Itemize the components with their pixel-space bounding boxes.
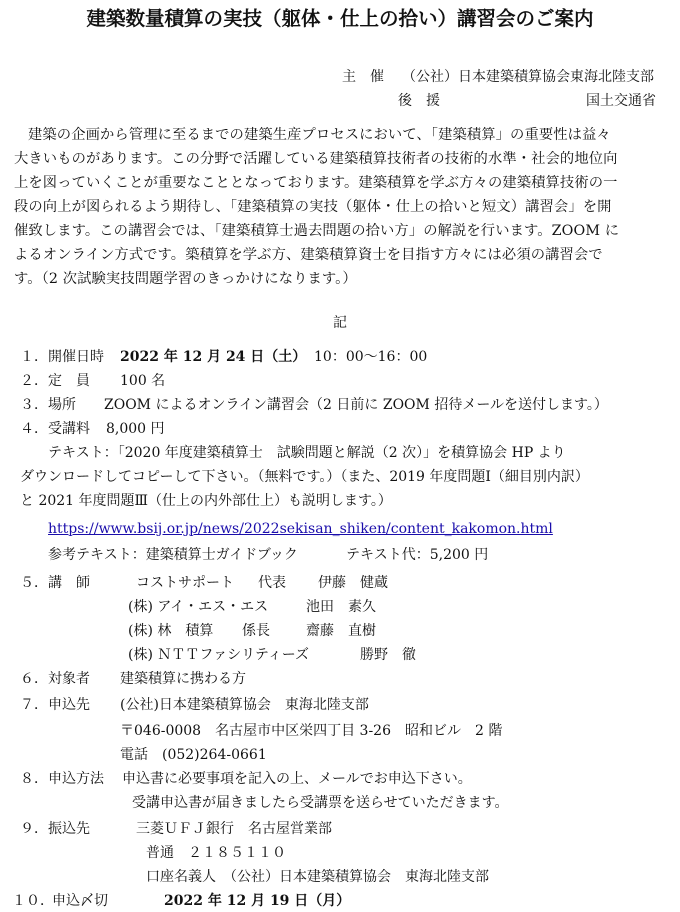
item-number: ４． — [20, 421, 48, 437]
fee-value: 8,000 円 — [106, 421, 165, 437]
method-label: 申込方法 — [48, 771, 104, 787]
intro-line: 建築の企画から管理に至るまでの建築生産プロセスにおいて、「建築積算」の重要性は益々 — [28, 127, 611, 143]
lecturer-name: 池田 素久 — [306, 599, 376, 615]
target-label: 対象者 — [48, 671, 90, 687]
event-date: 2022 年 12 月 24 日（土） — [120, 349, 307, 365]
lecturer-name: 伊藤 健蔵 — [318, 575, 388, 591]
item-number: ２． — [20, 373, 48, 389]
text-line: と 2021 年度問題Ⅲ（仕上の内外部仕上）も説明します。） — [20, 493, 392, 509]
item-number: ５． — [20, 575, 48, 591]
lecturer-name: 齋藤 直樹 — [306, 623, 376, 639]
reference-price: テキスト代：5,200 円 — [346, 547, 489, 563]
apply-label: 申込先 — [48, 697, 90, 713]
item-number: ９． — [20, 821, 48, 837]
lecturer-title: 係長 — [242, 623, 270, 639]
page-title: 建築数量積算の実技（躯体・仕上の拾い）講習会のご案内 — [86, 7, 594, 30]
intro-line: す。（2 次試験実技問題学習のきっかけになります。） — [14, 271, 357, 287]
organizer-label: 主 催 — [342, 69, 384, 85]
fee-label: 受講料 — [48, 421, 90, 437]
method-note: 受講申込書が届きましたら受講票を送らせていただきます。 — [132, 795, 509, 811]
capacity-label: 定 員 — [48, 373, 90, 389]
item-number: １． — [20, 349, 48, 365]
place-label: 場所 — [48, 397, 76, 413]
text-line: ダウンロードしてコピーして下さい。（無料です。）（また、2019 年度問題Ⅰ（細目別内訳） — [20, 469, 589, 485]
target-value: 建築積算に携わる方 — [120, 671, 246, 687]
intro-line: 催致します。この講習会では、「建築積算士過去問題の拾い方」の解説を行います。ZOOM に — [14, 223, 620, 239]
lecturer-name: 勝野 徹 — [360, 647, 416, 663]
deadline-label: 申込〆切 — [52, 893, 108, 909]
lecturer-org: コストサポート — [136, 575, 234, 591]
apply-address: 〒046-0008 名古屋市中区栄四丁目 3-26 昭和ビル 2 階 — [120, 723, 503, 739]
past-exam-link[interactable]: https://www.bsij.or.jp/news/2022sekisan_shiken/content_kakomon.html — [48, 521, 553, 537]
transfer-label: 振込先 — [48, 821, 90, 837]
apply-phone: 電話 (052)264-0661 — [120, 747, 267, 763]
support-value: 国土交通省 — [586, 93, 656, 109]
ki-heading: 記 — [333, 315, 347, 331]
item-number: ３． — [20, 397, 48, 413]
text-line: テキスト：「2020 年度建築積算士 試験問題と解説（2 次）」を積算協会 HP より — [48, 445, 566, 461]
item-number: ６． — [20, 671, 48, 687]
intro-line: よるオンライン方式です。築積算を学ぶ方、建築積算資士を目指す方々には必須の講習会で — [14, 247, 603, 263]
method-value: 申込書に必要事項を記入の上、メールでお申込下さい。 — [122, 771, 472, 787]
event-time: 10：00〜16：00 — [314, 349, 428, 365]
lecturer-org: (株) アイ・エス・エス — [128, 599, 269, 615]
intro-line: 大きいものがあります。この分野で活躍している建築積算技術者の技術的水準・社会的地位向 — [14, 151, 618, 167]
support-label: 後 援 — [398, 93, 440, 109]
capacity-value: 100 名 — [120, 373, 166, 389]
lecturer-title: 代表 — [258, 575, 286, 591]
item-number: ８． — [20, 771, 48, 787]
lecturer-org: (株) ＮＴＴファシリティーズ — [128, 647, 309, 663]
lecturer-label: 講 師 — [48, 575, 90, 591]
intro-line: 段の向上が図られるよう期待し、「建築積算の実技（躯体・仕上の拾いと短文）講習会」を開 — [14, 199, 612, 215]
transfer-bank: 三菱ＵＦＪ銀行 名古屋営業部 — [136, 821, 332, 837]
intro-line: 上を図っていくことが重要なこととなっております。建築積算を学ぶ方々の建築積算技術の一 — [14, 175, 618, 191]
place-value: ZOOM によるオンライン講習会（2 日前に ZOOM 招待メールを送付します。） — [104, 397, 608, 413]
lecturer-org: (株) 林 積算 — [128, 623, 214, 639]
deadline-value: 2022 年 12 月 19 日（月） — [164, 893, 351, 909]
item-number: １０． — [12, 893, 54, 909]
date-label: 開催日時 — [48, 349, 104, 365]
apply-org: (公社)日本建築積算協会 東海北陸支部 — [120, 697, 369, 713]
transfer-account: 普通 ２１８５１１０ — [146, 845, 286, 861]
organizer-value: （公社）日本建築積算協会東海北陸支部 — [402, 69, 654, 85]
item-number: ７． — [20, 697, 48, 713]
transfer-holder: 口座名義人 （公社）日本建築積算協会 東海北陸支部 — [146, 869, 489, 885]
reference-text: 参考テキスト：建築積算士ガイドブック — [48, 547, 298, 563]
